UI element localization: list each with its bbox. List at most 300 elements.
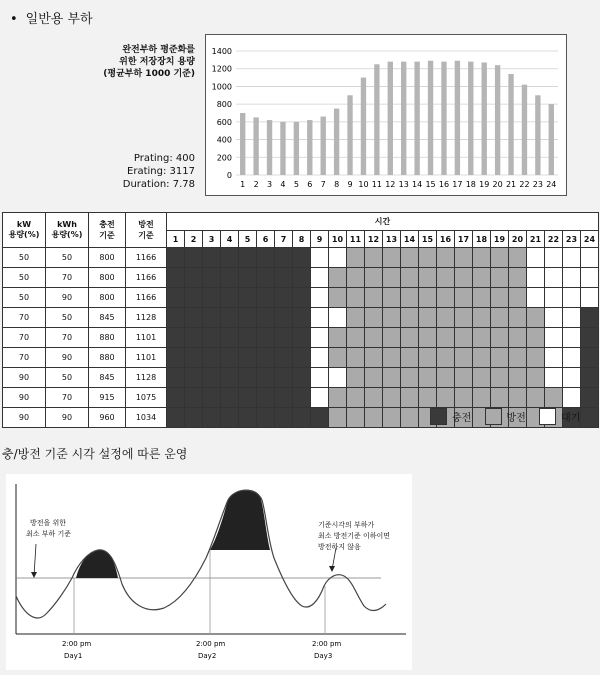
col-header-kw: kW 용량(%) bbox=[3, 213, 46, 248]
cell-kwh: 90 bbox=[46, 348, 89, 368]
discharge-cell bbox=[473, 328, 491, 348]
y-tick-label: 400 bbox=[216, 135, 232, 145]
standby-swatch bbox=[539, 408, 556, 425]
discharge-cell bbox=[473, 288, 491, 308]
x-tick-label: 2 bbox=[253, 180, 259, 189]
discharge-cell bbox=[419, 348, 437, 368]
discharge-cell bbox=[527, 328, 545, 348]
discharge-cell bbox=[473, 268, 491, 288]
discharge-cell bbox=[455, 248, 473, 268]
discharge-cell bbox=[473, 248, 491, 268]
charge-cell bbox=[275, 308, 293, 328]
cell-charge: 800 bbox=[89, 288, 126, 308]
discharge-cell bbox=[509, 288, 527, 308]
legend-label: 충전 bbox=[452, 413, 472, 424]
charge-cell bbox=[257, 308, 275, 328]
discharge-cell bbox=[383, 388, 401, 408]
x-tick-label: 15 bbox=[425, 180, 436, 189]
cell-kw: 90 bbox=[3, 408, 46, 428]
y-tick-label: 800 bbox=[216, 100, 232, 110]
standby-cell bbox=[563, 308, 581, 328]
time-label: 2:00 pm bbox=[62, 640, 92, 648]
hour-header: 1 bbox=[167, 231, 185, 248]
cell-discharge: 1166 bbox=[126, 268, 167, 288]
charge-cell bbox=[239, 388, 257, 408]
hour-header: 7 bbox=[275, 231, 293, 248]
charge-cell bbox=[293, 348, 311, 368]
charge-cell bbox=[239, 328, 257, 348]
hour-header: 12 bbox=[365, 231, 383, 248]
discharge-cell bbox=[383, 408, 401, 428]
charge-cell bbox=[185, 328, 203, 348]
discharge-cell bbox=[347, 328, 365, 348]
discharge-cell bbox=[383, 248, 401, 268]
bar bbox=[388, 62, 393, 175]
note1-line: 방전을 위한 bbox=[30, 519, 67, 527]
standby-cell bbox=[329, 368, 347, 388]
hour-header: 20 bbox=[509, 231, 527, 248]
charge-cell bbox=[203, 248, 221, 268]
hour-header: 3 bbox=[203, 231, 221, 248]
hour-header: 10 bbox=[329, 231, 347, 248]
discharge-cell bbox=[347, 288, 365, 308]
charge-cell bbox=[581, 408, 599, 428]
charge-cell bbox=[167, 368, 185, 388]
charge-cell bbox=[185, 388, 203, 408]
discharge-cell bbox=[347, 268, 365, 288]
standby-cell bbox=[563, 368, 581, 388]
table-row bbox=[3, 328, 599, 348]
time-header: 시간 bbox=[167, 213, 599, 231]
discharge-cell bbox=[509, 348, 527, 368]
bar bbox=[294, 122, 299, 175]
charge-cell bbox=[293, 368, 311, 388]
hour-header: 16 bbox=[437, 231, 455, 248]
discharge-cell bbox=[401, 268, 419, 288]
day-label: Day2 bbox=[198, 652, 217, 660]
discharge-cell bbox=[365, 408, 383, 428]
heading-text: 일반용 부하 bbox=[25, 12, 93, 27]
hour-header: 6 bbox=[257, 231, 275, 248]
cell-kw: 50 bbox=[3, 288, 46, 308]
charge-cell bbox=[167, 388, 185, 408]
x-tick-label: 13 bbox=[398, 180, 409, 189]
bar bbox=[374, 64, 379, 175]
bullet: • bbox=[10, 12, 18, 27]
cell-kw: 90 bbox=[3, 388, 46, 408]
hour-header: 17 bbox=[455, 231, 473, 248]
bar bbox=[414, 62, 419, 175]
charge-cell bbox=[203, 288, 221, 308]
bar bbox=[441, 62, 446, 175]
discharge-cell bbox=[401, 248, 419, 268]
discharge-cell bbox=[509, 248, 527, 268]
charge-cell bbox=[293, 248, 311, 268]
discharge-cell bbox=[527, 308, 545, 328]
load-bar-chart bbox=[205, 34, 567, 196]
x-tick-label: 19 bbox=[479, 180, 490, 189]
discharge-cell bbox=[383, 328, 401, 348]
charge-cell bbox=[257, 328, 275, 348]
charge-cell bbox=[581, 308, 599, 328]
bar bbox=[535, 95, 540, 175]
discharge-cell bbox=[419, 288, 437, 308]
charge-cell bbox=[257, 408, 275, 428]
discharge-cell bbox=[329, 388, 347, 408]
load-curve bbox=[16, 490, 386, 618]
hour-header: 9 bbox=[311, 231, 329, 248]
discharge-cell bbox=[491, 288, 509, 308]
discharge-swatch bbox=[485, 408, 502, 425]
y-tick-label: 1400 bbox=[211, 47, 232, 56]
discharge-cell bbox=[527, 388, 545, 408]
cell-kw: 70 bbox=[3, 308, 46, 328]
charge-cell bbox=[221, 248, 239, 268]
discharge-cell bbox=[473, 308, 491, 328]
bar bbox=[468, 62, 473, 175]
prating-text: Prating: 400 bbox=[133, 153, 195, 164]
cell-charge: 800 bbox=[89, 268, 126, 288]
discharge-cell bbox=[365, 348, 383, 368]
bar-chart-svg bbox=[206, 35, 566, 195]
standby-cell bbox=[581, 248, 599, 268]
x-tick-label: 23 bbox=[532, 180, 543, 189]
standby-cell bbox=[311, 248, 329, 268]
charge-cell bbox=[221, 308, 239, 328]
discharge-cell bbox=[401, 388, 419, 408]
charge-cell bbox=[203, 328, 221, 348]
discharge-cell bbox=[419, 248, 437, 268]
arrow-head bbox=[31, 572, 37, 578]
day-label: Day1 bbox=[64, 652, 83, 660]
cell-kwh: 70 bbox=[46, 388, 89, 408]
discharge-cell bbox=[365, 388, 383, 408]
charge-cell bbox=[293, 288, 311, 308]
cell-charge: 880 bbox=[89, 348, 126, 368]
hour-header: 23 bbox=[563, 231, 581, 248]
discharge-cell bbox=[365, 308, 383, 328]
note2-line: 기준시각의 부하가 bbox=[318, 521, 375, 529]
col-header-charge: 충전 기준 bbox=[89, 213, 126, 248]
standby-cell bbox=[563, 248, 581, 268]
discharge-cell bbox=[419, 388, 437, 408]
cell-kw: 70 bbox=[3, 348, 46, 368]
discharge-cell bbox=[473, 388, 491, 408]
charge-cell bbox=[167, 248, 185, 268]
charge-cell bbox=[167, 308, 185, 328]
caption-line: 완전부하 평준화를 bbox=[122, 45, 195, 55]
hour-header: 11 bbox=[347, 231, 365, 248]
note1-line: 최소 부하 기준 bbox=[26, 530, 72, 538]
discharge-cell bbox=[509, 268, 527, 288]
standby-cell bbox=[311, 388, 329, 408]
charge-cell bbox=[239, 268, 257, 288]
charge-cell bbox=[203, 368, 221, 388]
cell-discharge: 1128 bbox=[126, 308, 167, 328]
schedule-table bbox=[2, 212, 599, 428]
standby-cell bbox=[545, 288, 563, 308]
discharge-cell bbox=[491, 368, 509, 388]
standby-cell bbox=[329, 248, 347, 268]
charge-cell bbox=[581, 388, 599, 408]
note1-arrow bbox=[34, 544, 36, 576]
bar bbox=[401, 62, 406, 175]
charge-cell bbox=[203, 388, 221, 408]
charge-cell bbox=[221, 408, 239, 428]
discharge-cell bbox=[347, 348, 365, 368]
bar bbox=[334, 109, 339, 175]
charge-cell bbox=[257, 268, 275, 288]
hour-header: 14 bbox=[401, 231, 419, 248]
bar bbox=[455, 61, 460, 175]
discharge-cell bbox=[329, 408, 347, 428]
charge-cell bbox=[167, 268, 185, 288]
cell-discharge: 1166 bbox=[126, 248, 167, 268]
charge-cell bbox=[293, 308, 311, 328]
standby-cell bbox=[311, 288, 329, 308]
discharge-cell bbox=[365, 248, 383, 268]
charge-cell bbox=[275, 268, 293, 288]
discharge-cell bbox=[383, 288, 401, 308]
discharge-cell bbox=[365, 268, 383, 288]
standby-cell bbox=[563, 388, 581, 408]
charge-cell bbox=[257, 388, 275, 408]
discharge-cell bbox=[419, 328, 437, 348]
discharge-cell bbox=[401, 328, 419, 348]
time-label: 2:00 pm bbox=[196, 640, 226, 648]
x-tick-label: 9 bbox=[347, 180, 353, 189]
discharge-cell bbox=[401, 408, 419, 428]
discharge-cell bbox=[491, 388, 509, 408]
y-tick-label: 1200 bbox=[211, 64, 232, 74]
table-row bbox=[3, 288, 599, 308]
discharge-cell bbox=[347, 388, 365, 408]
x-tick-label: 20 bbox=[492, 180, 503, 189]
cell-kwh: 90 bbox=[46, 288, 89, 308]
y-tick-label: 600 bbox=[216, 117, 232, 127]
discharge-cell bbox=[437, 308, 455, 328]
hour-header: 18 bbox=[473, 231, 491, 248]
cell-charge: 800 bbox=[89, 248, 126, 268]
discharge-cell bbox=[509, 368, 527, 388]
charge-cell bbox=[221, 388, 239, 408]
charge-cell bbox=[185, 248, 203, 268]
cell-discharge: 1128 bbox=[126, 368, 167, 388]
chart-caption bbox=[75, 44, 195, 80]
standby-cell bbox=[563, 288, 581, 308]
time-label: 2:00 pm bbox=[312, 640, 342, 648]
charge-cell bbox=[167, 328, 185, 348]
bar bbox=[253, 117, 258, 175]
cell-kw: 50 bbox=[3, 248, 46, 268]
cell-kwh: 50 bbox=[46, 248, 89, 268]
hour-header: 19 bbox=[491, 231, 509, 248]
arrow-head bbox=[329, 566, 335, 572]
table-row bbox=[3, 388, 599, 408]
standby-cell bbox=[563, 268, 581, 288]
discharge-cell bbox=[455, 328, 473, 348]
charge-cell bbox=[185, 408, 203, 428]
discharge-cell bbox=[329, 348, 347, 368]
y-tick-label: 0 bbox=[226, 171, 232, 180]
charge-cell bbox=[203, 408, 221, 428]
discharge-cell bbox=[365, 368, 383, 388]
x-tick-label: 4 bbox=[280, 180, 286, 189]
cell-discharge: 1101 bbox=[126, 328, 167, 348]
charge-cell bbox=[275, 408, 293, 428]
cell-kw: 70 bbox=[3, 328, 46, 348]
cell-charge: 845 bbox=[89, 368, 126, 388]
cell-charge: 915 bbox=[89, 388, 126, 408]
legend-item-charge bbox=[430, 408, 471, 425]
x-tick-label: 8 bbox=[334, 180, 340, 189]
cell-kwh: 50 bbox=[46, 368, 89, 388]
discharge-cell bbox=[401, 348, 419, 368]
charge-cell bbox=[293, 268, 311, 288]
legend bbox=[420, 408, 580, 428]
discharge-cell bbox=[545, 388, 563, 408]
standby-cell bbox=[581, 288, 599, 308]
hour-header: 2 bbox=[185, 231, 203, 248]
standby-cell bbox=[581, 268, 599, 288]
x-tick-label: 1 bbox=[240, 180, 246, 189]
x-tick-label: 24 bbox=[546, 180, 557, 189]
erating-text: Erating: 3117 bbox=[127, 166, 195, 177]
hour-header: 4 bbox=[221, 231, 239, 248]
charge-cell bbox=[257, 248, 275, 268]
standby-cell bbox=[545, 248, 563, 268]
discharge-cell bbox=[347, 408, 365, 428]
charge-cell bbox=[239, 348, 257, 368]
discharge-cell bbox=[437, 268, 455, 288]
charge-cell bbox=[311, 408, 329, 428]
discharge-cell bbox=[455, 348, 473, 368]
bar bbox=[549, 104, 554, 175]
charge-cell bbox=[203, 268, 221, 288]
cell-kwh: 70 bbox=[46, 268, 89, 288]
discharge-cell bbox=[329, 268, 347, 288]
section-title: 충/방전 기준 시각 설정에 따른 운영 bbox=[2, 447, 188, 461]
discharge-cell bbox=[509, 308, 527, 328]
charge-cell bbox=[167, 348, 185, 368]
discharge-cell bbox=[365, 328, 383, 348]
y-tick-label: 1000 bbox=[211, 82, 232, 92]
table-row bbox=[3, 368, 599, 388]
x-tick-label: 17 bbox=[452, 180, 463, 189]
discharge-cell bbox=[419, 368, 437, 388]
charge-cell bbox=[239, 288, 257, 308]
hour-header: 15 bbox=[419, 231, 437, 248]
charge-cell bbox=[257, 288, 275, 308]
discharge-cell bbox=[491, 268, 509, 288]
x-tick-label: 7 bbox=[320, 180, 326, 189]
discharge-cell bbox=[527, 348, 545, 368]
discharge-cell bbox=[437, 348, 455, 368]
charge-cell bbox=[221, 268, 239, 288]
charge-cell bbox=[275, 388, 293, 408]
charge-cell bbox=[275, 328, 293, 348]
charge-cell bbox=[167, 288, 185, 308]
charge-cell bbox=[221, 328, 239, 348]
hour-header: 5 bbox=[239, 231, 257, 248]
legend-label: 대기 bbox=[561, 413, 581, 424]
charge-cell bbox=[239, 308, 257, 328]
charge-swatch bbox=[430, 408, 447, 425]
discharge-cell bbox=[401, 288, 419, 308]
peak-day1 bbox=[76, 550, 118, 578]
cell-discharge: 1034 bbox=[126, 408, 167, 428]
charge-cell bbox=[275, 288, 293, 308]
standby-cell bbox=[545, 368, 563, 388]
charge-cell bbox=[293, 328, 311, 348]
x-tick-label: 5 bbox=[293, 180, 299, 189]
discharge-cell bbox=[383, 308, 401, 328]
discharge-cell bbox=[455, 388, 473, 408]
charge-cell bbox=[185, 308, 203, 328]
discharge-cell bbox=[401, 308, 419, 328]
standby-cell bbox=[545, 308, 563, 328]
bar bbox=[508, 74, 513, 175]
x-tick-label: 14 bbox=[412, 180, 423, 189]
standby-cell bbox=[563, 348, 581, 368]
standby-cell bbox=[545, 328, 563, 348]
cell-kwh: 70 bbox=[46, 328, 89, 348]
discharge-cell bbox=[491, 308, 509, 328]
standby-cell bbox=[527, 268, 545, 288]
note2-line: 최소 방전기준 이하이면 bbox=[318, 532, 391, 540]
legend-label: 방전 bbox=[506, 413, 526, 424]
table-row bbox=[3, 308, 599, 328]
discharge-cell bbox=[473, 348, 491, 368]
discharge-cell bbox=[383, 348, 401, 368]
charge-cell bbox=[293, 388, 311, 408]
x-tick-label: 10 bbox=[358, 180, 369, 189]
charge-cell bbox=[581, 328, 599, 348]
standby-cell bbox=[311, 308, 329, 328]
cell-kwh: 50 bbox=[46, 308, 89, 328]
discharge-cell bbox=[509, 328, 527, 348]
standby-cell bbox=[311, 368, 329, 388]
discharge-cell bbox=[491, 348, 509, 368]
discharge-cell bbox=[347, 368, 365, 388]
bar bbox=[267, 120, 272, 175]
legend-item-discharge bbox=[485, 408, 526, 425]
standby-cell bbox=[311, 348, 329, 368]
bar bbox=[347, 95, 352, 175]
cell-charge: 880 bbox=[89, 328, 126, 348]
charge-cell bbox=[203, 348, 221, 368]
charge-cell bbox=[581, 368, 599, 388]
x-tick-label: 3 bbox=[266, 180, 273, 189]
x-tick-label: 12 bbox=[385, 180, 396, 189]
section-heading bbox=[10, 8, 93, 27]
charge-cell bbox=[239, 368, 257, 388]
discharge-cell bbox=[455, 308, 473, 328]
day-label: Day3 bbox=[314, 652, 333, 660]
bar bbox=[280, 122, 285, 175]
cell-discharge: 1101 bbox=[126, 348, 167, 368]
cell-kw: 90 bbox=[3, 368, 46, 388]
charge-cell bbox=[167, 408, 185, 428]
operation-diagram-svg bbox=[6, 474, 412, 670]
discharge-cell bbox=[455, 288, 473, 308]
x-tick-label: 22 bbox=[519, 180, 530, 189]
discharge-cell bbox=[347, 308, 365, 328]
discharge-cell bbox=[437, 288, 455, 308]
discharge-cell bbox=[401, 368, 419, 388]
discharge-cell bbox=[419, 268, 437, 288]
hour-header: 24 bbox=[581, 231, 599, 248]
